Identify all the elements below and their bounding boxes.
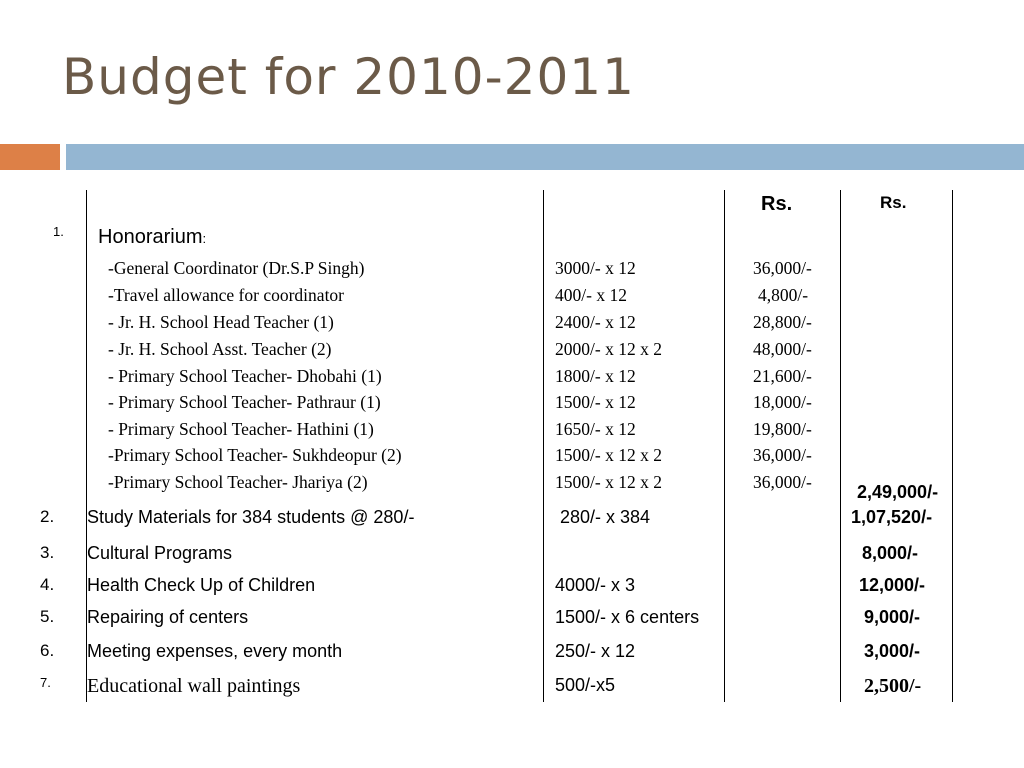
row-total: 3,000/- — [864, 641, 921, 661]
item-label: - Jr. H. School Head Teacher (1) — [108, 312, 334, 332]
item-amount: 36,000/- — [753, 445, 812, 465]
table-rule — [840, 190, 841, 702]
row-number: 4. — [40, 575, 55, 594]
item-calc: 1500/- x 12 x 2 — [555, 472, 662, 492]
item-amount: 21,600/- — [753, 366, 812, 386]
item-calc: 1800/- x 12 — [555, 366, 636, 386]
item-calc: 2000/- x 12 x 2 — [555, 339, 662, 359]
row-calc: 500/-x5 — [555, 675, 616, 695]
item-amount: 19,800/- — [753, 419, 812, 439]
item-label: - Primary School Teacher- Hathini (1) — [108, 419, 374, 439]
table-rule — [543, 190, 544, 702]
table-rule — [724, 190, 725, 702]
row-number: 3. — [40, 543, 55, 562]
row-total: 12,000/- — [859, 575, 926, 595]
row-calc: 4000/- x 3 — [555, 575, 636, 595]
row-label: Study Materials for 384 students @ 280/- — [87, 507, 415, 527]
item-amount: 48,000/- — [753, 339, 812, 359]
item-amount: 36,000/- — [753, 258, 812, 278]
item-calc: 400/- x 12 — [555, 285, 627, 305]
item-label: - Jr. H. School Asst. Teacher (2) — [108, 339, 332, 359]
row-total: 1,07,520/- — [851, 507, 933, 527]
row-total: 9,000/- — [864, 607, 921, 627]
column-header-rs-total: Rs. — [880, 193, 907, 212]
item-calc: 3000/- x 12 — [555, 258, 636, 278]
item-label: - Primary School Teacher- Dhobahi (1) — [108, 366, 382, 386]
item-label: -General Coordinator (Dr.S.P Singh) — [108, 258, 365, 278]
item-amount: 28,800/- — [753, 312, 812, 332]
item-label: -Primary School Teacher- Sukhdeopur (2) — [108, 445, 402, 465]
slide-title: Budget for 2010-2011 — [62, 48, 635, 106]
item-label: -Primary School Teacher- Jhariya (2) — [108, 472, 368, 492]
row-number: 1. — [53, 224, 64, 239]
item-label: - Primary School Teacher- Pathraur (1) — [108, 392, 381, 412]
accent-bar — [0, 144, 60, 170]
row-label: Educational wall paintings — [87, 675, 301, 697]
row-total: 2,500/- — [864, 675, 922, 697]
item-amount: 18,000/- — [753, 392, 812, 412]
row-number: 2. — [40, 507, 55, 526]
row-calc: 250/- x 12 — [555, 641, 636, 661]
section-heading — [98, 226, 206, 249]
section-total: 2,49,000/- — [857, 482, 939, 502]
item-calc: 1650/- x 12 — [555, 419, 636, 439]
row-label: Repairing of centers — [87, 607, 249, 627]
section-heading-suffix: : — [202, 231, 207, 246]
item-amount: 36,000/- — [753, 472, 812, 492]
item-label: -Travel allowance for coordinator — [108, 285, 345, 305]
item-calc: 1500/- x 12 x 2 — [555, 445, 662, 465]
row-calc: 280/- x 384 — [560, 507, 651, 527]
row-label: Health Check Up of Children — [87, 575, 316, 595]
item-calc: 2400/- x 12 — [555, 312, 636, 332]
item-calc: 1500/- x 12 — [555, 392, 636, 412]
row-number: 6. — [40, 641, 55, 660]
table-rule — [952, 190, 953, 702]
row-number: 7. — [40, 675, 51, 690]
row-number: 5. — [40, 607, 55, 626]
column-header-rs: Rs. — [761, 193, 793, 215]
row-calc: 1500/- x 6 centers — [555, 607, 700, 627]
item-amount: 4,800/- — [758, 285, 809, 305]
section-heading-text: Honorarium — [98, 226, 203, 248]
row-label: Cultural Programs — [87, 543, 233, 563]
row-label: Meeting expenses, every month — [87, 641, 343, 661]
title-underline-bar — [66, 144, 1024, 170]
row-total: 8,000/- — [862, 543, 919, 563]
